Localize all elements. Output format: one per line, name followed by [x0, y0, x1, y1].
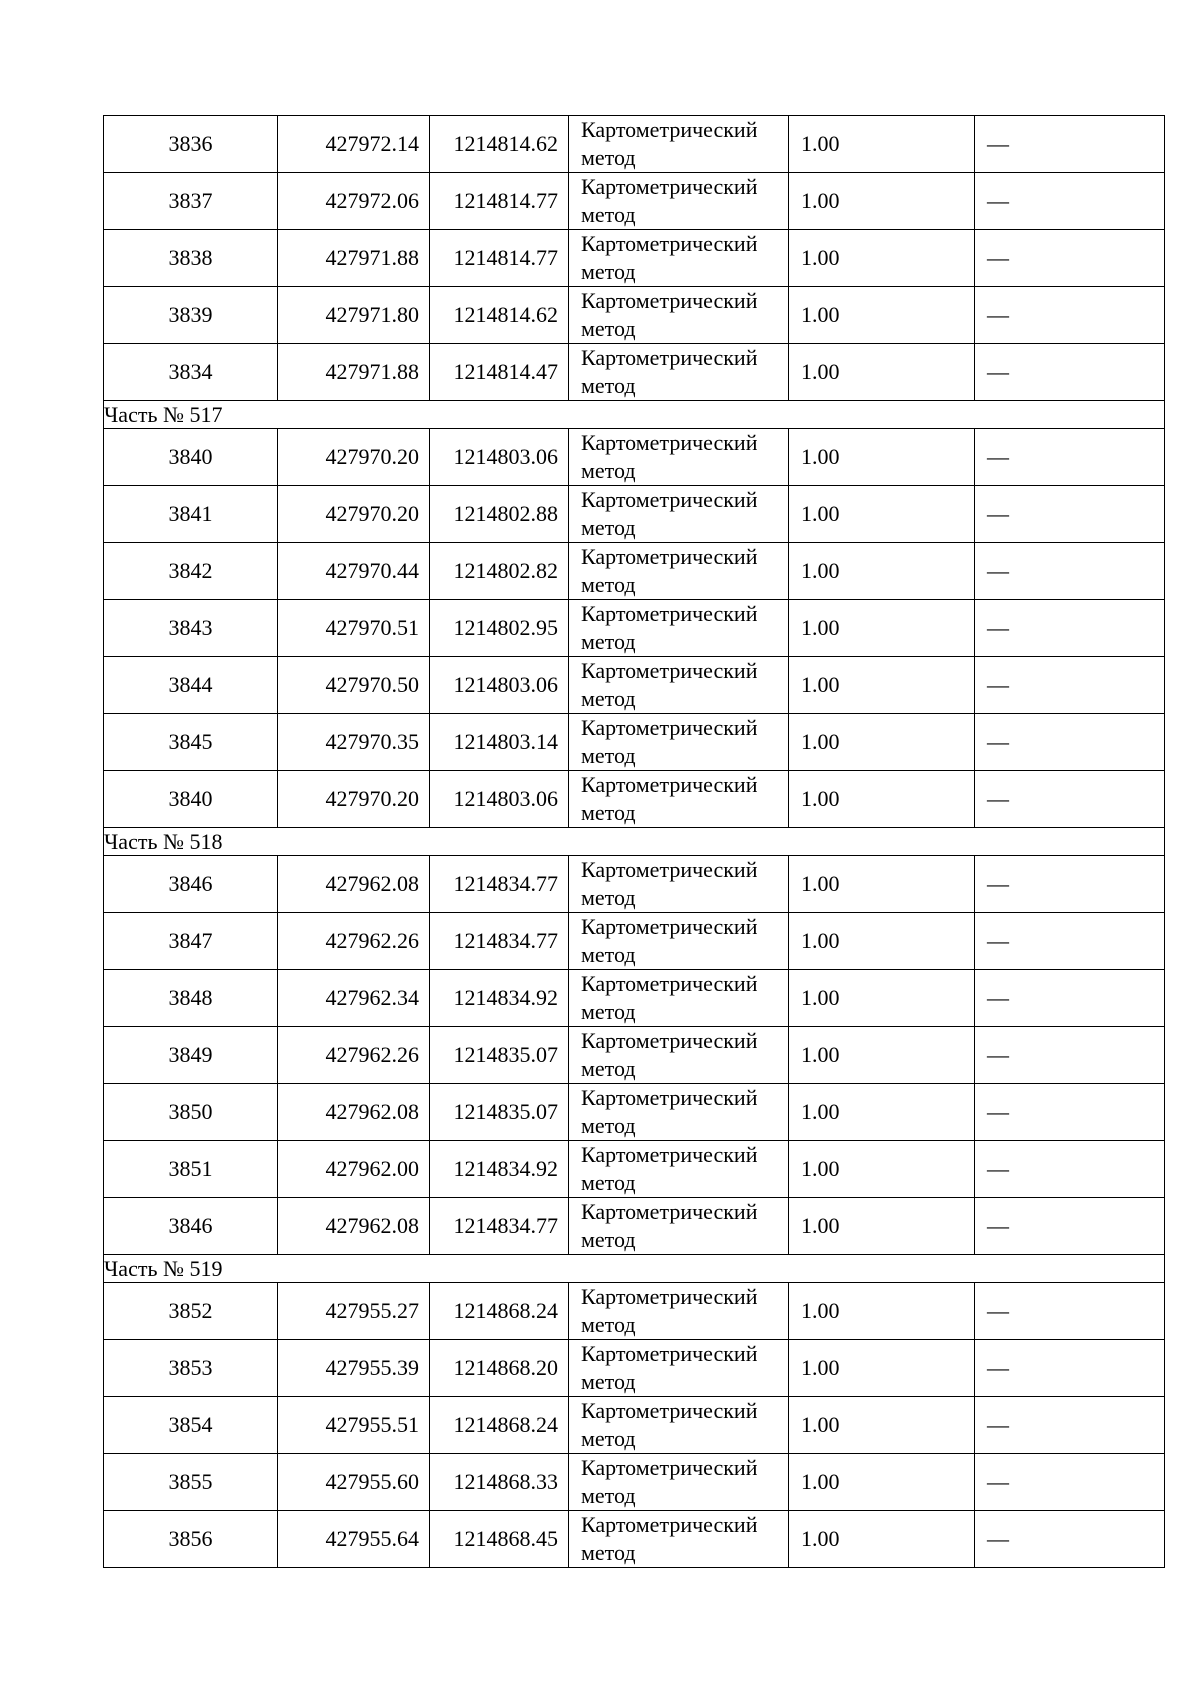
point-number-cell: 3849 — [104, 1027, 278, 1084]
y-coordinate-cell: 1214814.77 — [430, 230, 569, 287]
accuracy-cell: 1.00 — [789, 429, 975, 486]
point-number-cell: 3840 — [104, 771, 278, 828]
accuracy-cell: 1.00 — [789, 970, 975, 1027]
method-text-line1: Картометрический — [581, 1142, 758, 1167]
description-cell: — — [975, 657, 1165, 714]
table-row — [104, 1084, 1165, 1141]
y-coordinate-cell: 1214835.07 — [430, 1027, 569, 1084]
method-text-line1: Картометрический — [581, 1085, 758, 1110]
section-header-row — [104, 1255, 1165, 1283]
method-text-line1: Картометрический — [581, 1199, 758, 1224]
accuracy-cell: 1.00 — [789, 1027, 975, 1084]
x-coordinate-cell: 427970.20 — [278, 429, 430, 486]
method-cell — [569, 913, 789, 970]
y-coordinate-cell: 1214834.77 — [430, 913, 569, 970]
point-number-cell: 3839 — [104, 287, 278, 344]
description-cell: — — [975, 1340, 1165, 1397]
x-coordinate-cell: 427970.50 — [278, 657, 430, 714]
table-row — [104, 771, 1165, 828]
table-row — [104, 657, 1165, 714]
description-cell: — — [975, 771, 1165, 828]
point-number-cell: 3845 — [104, 714, 278, 771]
method-text-line2: метод — [581, 572, 636, 597]
table-row — [104, 116, 1165, 173]
method-cell — [569, 1511, 789, 1568]
accuracy-cell: 1.00 — [789, 657, 975, 714]
description-cell: — — [975, 1141, 1165, 1198]
x-coordinate-cell: 427955.60 — [278, 1454, 430, 1511]
point-number-cell: 3852 — [104, 1283, 278, 1340]
table-row — [104, 486, 1165, 543]
method-text-line2: метод — [581, 942, 636, 967]
x-coordinate-cell: 427962.08 — [278, 1198, 430, 1255]
method-text-line2: метод — [581, 800, 636, 825]
y-coordinate-cell: 1214834.92 — [430, 970, 569, 1027]
method-text-line1: Картометрический — [581, 1284, 758, 1309]
y-coordinate-cell: 1214803.14 — [430, 714, 569, 771]
table-row — [104, 543, 1165, 600]
accuracy-cell: 1.00 — [789, 287, 975, 344]
y-coordinate-cell: 1214803.06 — [430, 657, 569, 714]
y-coordinate-cell: 1214814.77 — [430, 173, 569, 230]
description-cell: — — [975, 1283, 1165, 1340]
section-header-row — [104, 401, 1165, 429]
table-row — [104, 1283, 1165, 1340]
x-coordinate-cell: 427955.51 — [278, 1397, 430, 1454]
x-coordinate-cell: 427955.27 — [278, 1283, 430, 1340]
description-cell: — — [975, 1454, 1165, 1511]
method-text-line2: метод — [581, 1113, 636, 1138]
x-coordinate-cell: 427962.00 — [278, 1141, 430, 1198]
x-coordinate-cell: 427972.06 — [278, 173, 430, 230]
accuracy-cell: 1.00 — [789, 714, 975, 771]
description-cell: — — [975, 1397, 1165, 1454]
accuracy-cell: 1.00 — [789, 856, 975, 913]
method-cell — [569, 486, 789, 543]
point-number-cell: 3846 — [104, 1198, 278, 1255]
accuracy-cell: 1.00 — [789, 1511, 975, 1568]
section-title: Часть № 517 — [104, 401, 1165, 429]
description-cell: — — [975, 486, 1165, 543]
y-coordinate-cell: 1214834.77 — [430, 856, 569, 913]
table-row — [104, 287, 1165, 344]
method-cell — [569, 1454, 789, 1511]
method-cell — [569, 657, 789, 714]
y-coordinate-cell: 1214814.47 — [430, 344, 569, 401]
y-coordinate-cell: 1214802.82 — [430, 543, 569, 600]
method-text-line2: метод — [581, 259, 636, 284]
x-coordinate-cell: 427972.14 — [278, 116, 430, 173]
x-coordinate-cell: 427962.26 — [278, 913, 430, 970]
description-cell: — — [975, 230, 1165, 287]
table-row — [104, 1397, 1165, 1454]
x-coordinate-cell: 427971.80 — [278, 287, 430, 344]
section-header-row — [104, 828, 1165, 856]
table-row — [104, 173, 1165, 230]
point-number-cell: 3855 — [104, 1454, 278, 1511]
accuracy-cell: 1.00 — [789, 1283, 975, 1340]
y-coordinate-cell: 1214835.07 — [430, 1084, 569, 1141]
method-text-line1: Картометрический — [581, 658, 758, 683]
table-row — [104, 1340, 1165, 1397]
section-title: Часть № 518 — [104, 828, 1165, 856]
x-coordinate-cell: 427955.64 — [278, 1511, 430, 1568]
method-text-line1: Картометрический — [581, 1512, 758, 1537]
description-cell: — — [975, 287, 1165, 344]
method-cell — [569, 173, 789, 230]
method-text-line1: Картометрический — [581, 601, 758, 626]
table-row — [104, 429, 1165, 486]
description-cell: — — [975, 913, 1165, 970]
method-text-line2: метод — [581, 1369, 636, 1394]
point-number-cell: 3851 — [104, 1141, 278, 1198]
method-cell — [569, 856, 789, 913]
accuracy-cell: 1.00 — [789, 116, 975, 173]
point-number-cell: 3856 — [104, 1511, 278, 1568]
accuracy-cell: 1.00 — [789, 1084, 975, 1141]
method-cell — [569, 1027, 789, 1084]
point-number-cell: 3838 — [104, 230, 278, 287]
description-cell: — — [975, 173, 1165, 230]
x-coordinate-cell: 427970.20 — [278, 771, 430, 828]
method-text-line1: Картометрический — [581, 772, 758, 797]
method-text-line1: Картометрический — [581, 231, 758, 256]
description-cell: — — [975, 1027, 1165, 1084]
x-coordinate-cell: 427955.39 — [278, 1340, 430, 1397]
method-text-line2: метод — [581, 145, 636, 170]
method-text-line2: метод — [581, 629, 636, 654]
description-cell: — — [975, 344, 1165, 401]
point-number-cell: 3846 — [104, 856, 278, 913]
description-cell: — — [975, 1084, 1165, 1141]
section-title: Часть № 519 — [104, 1255, 1165, 1283]
point-number-cell: 3853 — [104, 1340, 278, 1397]
method-text-line1: Картометрический — [581, 715, 758, 740]
coordinates-table-body — [104, 116, 1165, 1568]
method-text-line2: метод — [581, 202, 636, 227]
accuracy-cell: 1.00 — [789, 1340, 975, 1397]
table-row — [104, 1511, 1165, 1568]
accuracy-cell: 1.00 — [789, 1454, 975, 1511]
accuracy-cell: 1.00 — [789, 1397, 975, 1454]
y-coordinate-cell: 1214834.92 — [430, 1141, 569, 1198]
y-coordinate-cell: 1214802.88 — [430, 486, 569, 543]
y-coordinate-cell: 1214868.24 — [430, 1397, 569, 1454]
accuracy-cell: 1.00 — [789, 486, 975, 543]
accuracy-cell: 1.00 — [789, 1198, 975, 1255]
method-text-line2: метод — [581, 316, 636, 341]
method-text-line1: Картометрический — [581, 174, 758, 199]
table-row — [104, 913, 1165, 970]
description-cell: — — [975, 714, 1165, 771]
method-text-line2: метод — [581, 1312, 636, 1337]
method-cell — [569, 714, 789, 771]
table-row — [104, 230, 1165, 287]
method-text-line1: Картометрический — [581, 430, 758, 455]
y-coordinate-cell: 1214803.06 — [430, 771, 569, 828]
table-row — [104, 1198, 1165, 1255]
method-cell — [569, 543, 789, 600]
description-cell: — — [975, 600, 1165, 657]
method-cell — [569, 1198, 789, 1255]
method-cell — [569, 1397, 789, 1454]
y-coordinate-cell: 1214868.20 — [430, 1340, 569, 1397]
method-text-line2: метод — [581, 1170, 636, 1195]
method-text-line2: метод — [581, 515, 636, 540]
method-text-line2: метод — [581, 743, 636, 768]
x-coordinate-cell: 427970.44 — [278, 543, 430, 600]
accuracy-cell: 1.00 — [789, 543, 975, 600]
accuracy-cell: 1.00 — [789, 913, 975, 970]
point-number-cell: 3837 — [104, 173, 278, 230]
point-number-cell: 3842 — [104, 543, 278, 600]
method-cell — [569, 1340, 789, 1397]
method-cell — [569, 230, 789, 287]
method-text-line1: Картометрический — [581, 914, 758, 939]
method-text-line2: метод — [581, 373, 636, 398]
description-cell: — — [975, 970, 1165, 1027]
x-coordinate-cell: 427970.20 — [278, 486, 430, 543]
point-number-cell: 3841 — [104, 486, 278, 543]
method-cell — [569, 600, 789, 657]
y-coordinate-cell: 1214814.62 — [430, 116, 569, 173]
x-coordinate-cell: 427971.88 — [278, 344, 430, 401]
method-text-line2: метод — [581, 885, 636, 910]
y-coordinate-cell: 1214868.45 — [430, 1511, 569, 1568]
method-text-line1: Картометрический — [581, 288, 758, 313]
method-text-line1: Картометрический — [581, 971, 758, 996]
accuracy-cell: 1.00 — [789, 230, 975, 287]
point-number-cell: 3850 — [104, 1084, 278, 1141]
point-number-cell: 3843 — [104, 600, 278, 657]
y-coordinate-cell: 1214802.95 — [430, 600, 569, 657]
table-row — [104, 970, 1165, 1027]
method-text-line1: Картометрический — [581, 345, 758, 370]
x-coordinate-cell: 427970.51 — [278, 600, 430, 657]
method-text-line1: Картометрический — [581, 487, 758, 512]
table-row — [104, 1454, 1165, 1511]
method-text-line2: метод — [581, 686, 636, 711]
method-cell — [569, 344, 789, 401]
method-cell — [569, 1084, 789, 1141]
description-cell: — — [975, 1198, 1165, 1255]
point-number-cell: 3844 — [104, 657, 278, 714]
method-text-line2: метод — [581, 1056, 636, 1081]
x-coordinate-cell: 427962.08 — [278, 856, 430, 913]
method-text-line2: метод — [581, 999, 636, 1024]
method-text-line2: метод — [581, 1483, 636, 1508]
method-text-line1: Картометрический — [581, 857, 758, 882]
accuracy-cell: 1.00 — [789, 600, 975, 657]
method-text-line1: Картометрический — [581, 117, 758, 142]
y-coordinate-cell: 1214834.77 — [430, 1198, 569, 1255]
method-text-line2: метод — [581, 1540, 636, 1565]
method-cell — [569, 116, 789, 173]
description-cell: — — [975, 116, 1165, 173]
method-cell — [569, 1283, 789, 1340]
method-text-line2: метод — [581, 1426, 636, 1451]
method-cell — [569, 771, 789, 828]
x-coordinate-cell: 427962.34 — [278, 970, 430, 1027]
description-cell: — — [975, 543, 1165, 600]
point-number-cell: 3834 — [104, 344, 278, 401]
point-number-cell: 3847 — [104, 913, 278, 970]
x-coordinate-cell: 427970.35 — [278, 714, 430, 771]
point-number-cell: 3840 — [104, 429, 278, 486]
y-coordinate-cell: 1214868.33 — [430, 1454, 569, 1511]
x-coordinate-cell: 427962.08 — [278, 1084, 430, 1141]
accuracy-cell: 1.00 — [789, 1141, 975, 1198]
x-coordinate-cell: 427971.88 — [278, 230, 430, 287]
y-coordinate-cell: 1214803.06 — [430, 429, 569, 486]
method-text-line1: Картометрический — [581, 1341, 758, 1366]
method-cell — [569, 1141, 789, 1198]
method-cell — [569, 970, 789, 1027]
description-cell: — — [975, 1511, 1165, 1568]
coordinates-table — [103, 115, 1165, 1568]
table-row — [104, 714, 1165, 771]
method-cell — [569, 429, 789, 486]
method-text-line2: метод — [581, 458, 636, 483]
description-cell: — — [975, 429, 1165, 486]
method-cell — [569, 287, 789, 344]
table-row — [104, 1141, 1165, 1198]
y-coordinate-cell: 1214868.24 — [430, 1283, 569, 1340]
x-coordinate-cell: 427962.26 — [278, 1027, 430, 1084]
table-row — [104, 1027, 1165, 1084]
table-row — [104, 600, 1165, 657]
method-text-line2: метод — [581, 1227, 636, 1252]
y-coordinate-cell: 1214814.62 — [430, 287, 569, 344]
table-row — [104, 344, 1165, 401]
method-text-line1: Картометрический — [581, 544, 758, 569]
point-number-cell: 3848 — [104, 970, 278, 1027]
method-text-line1: Картометрический — [581, 1028, 758, 1053]
accuracy-cell: 1.00 — [789, 771, 975, 828]
description-cell: — — [975, 856, 1165, 913]
method-text-line1: Картометрический — [581, 1398, 758, 1423]
point-number-cell: 3854 — [104, 1397, 278, 1454]
method-text-line1: Картометрический — [581, 1455, 758, 1480]
table-row — [104, 856, 1165, 913]
accuracy-cell: 1.00 — [789, 173, 975, 230]
accuracy-cell: 1.00 — [789, 344, 975, 401]
point-number-cell: 3836 — [104, 116, 278, 173]
